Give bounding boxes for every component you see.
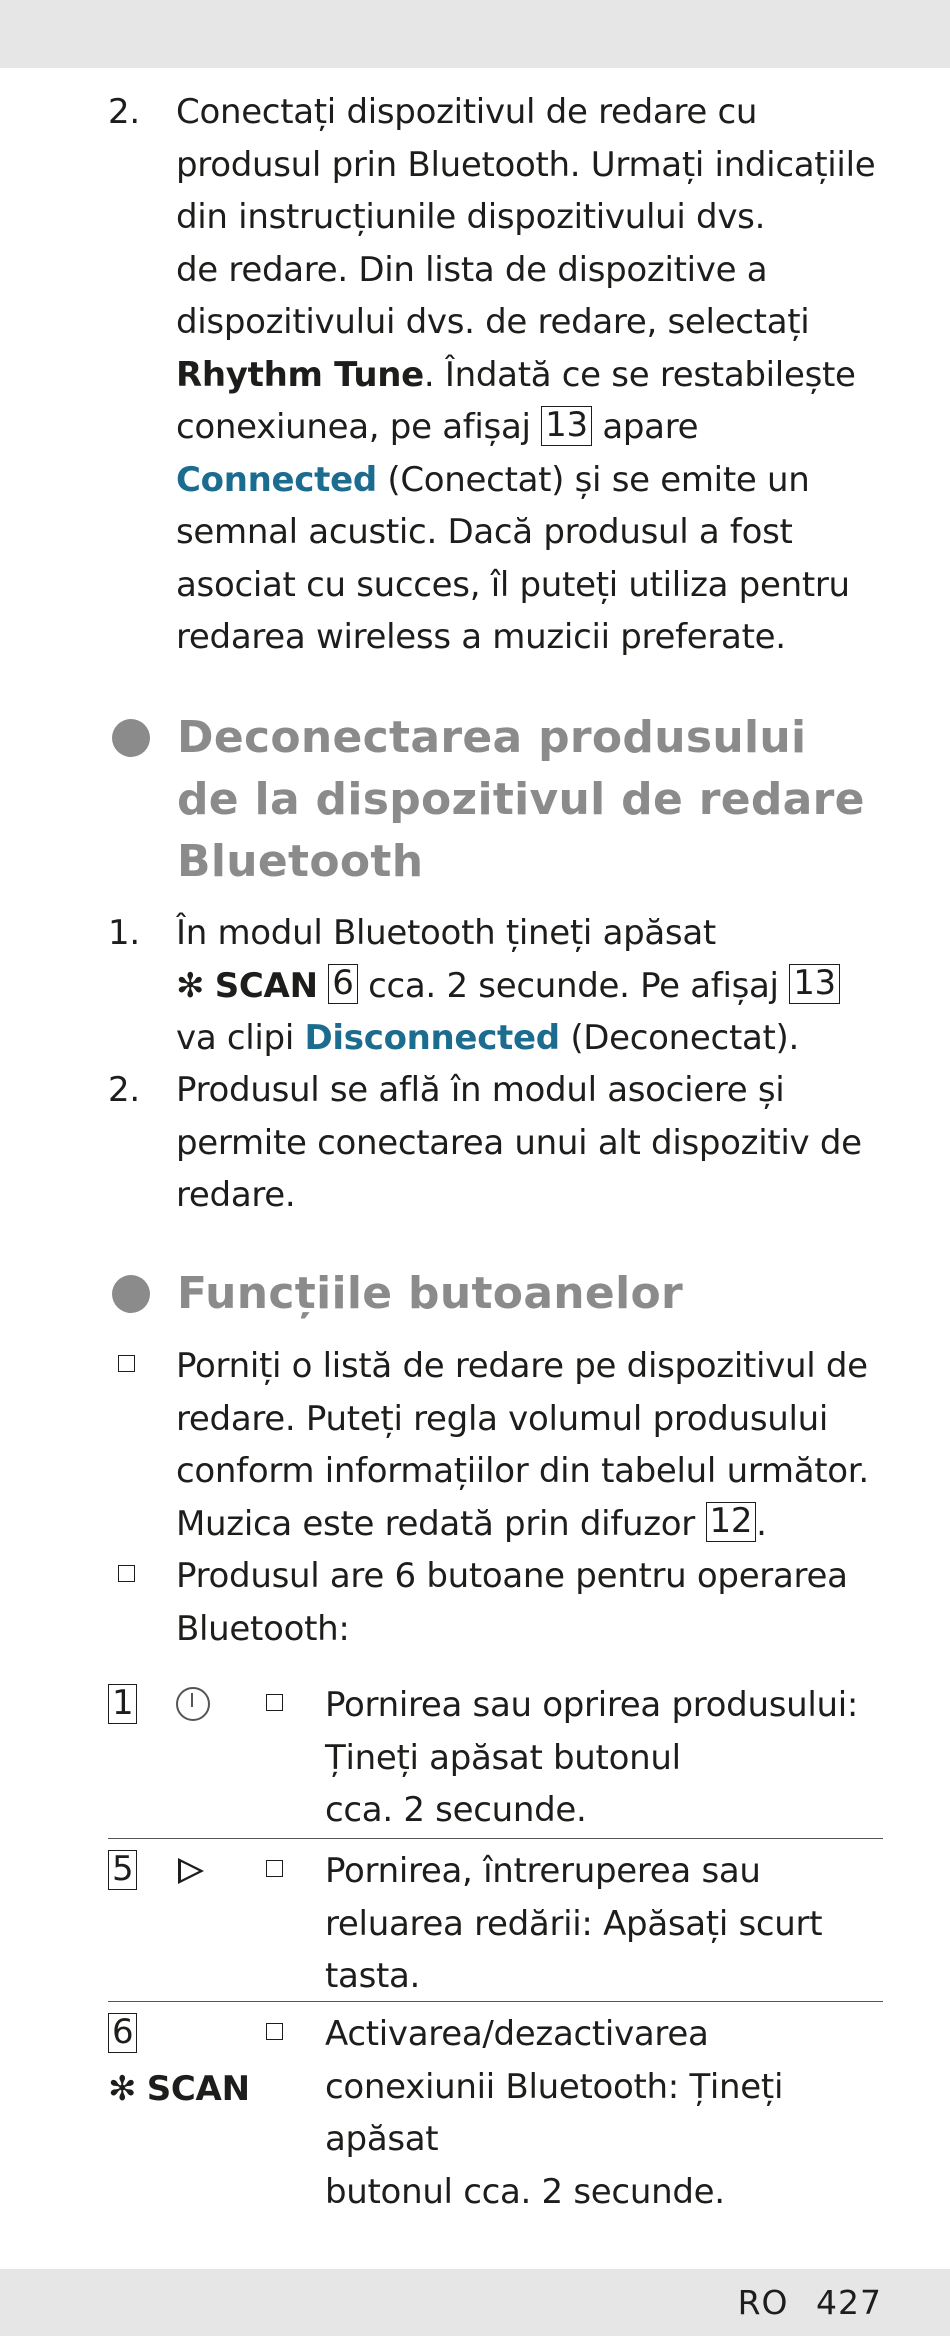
table-divider (108, 1838, 883, 1839)
step-text: Conectați dispozitivul de redare cu produsul prin Bluetooth. Urmați indicațiile din instrucțiunile dispozitivului dvs. de redare. Din lista de dispozitive a dispozitivului dvs. de redare, selectați Rhythm Tune. Îndată ce se restabilește conexiunea, pe afișaj 13 apare Connected (Conectat) și se emite un semnal acustic. Dacă produsul a fost asociat cu succes, îl puteți utiliza pentru redarea wireless a muzicii preferate. (176, 92, 876, 657)
bullet-playlist: Porniți o listă de redare pe dispozitivul de redare. Puteți regla volumul produsului conform informațiilor din tabelul următor. Muzica este redată prin difuzor 12 . (112, 1340, 902, 1550)
section-heading-disconnect: Deconectarea produsului de la dispozitivul de redare Bluetooth (112, 707, 912, 893)
step-number: 2. (108, 92, 140, 132)
checkbox-bullet-icon (118, 1355, 135, 1372)
top-bar (0, 0, 950, 68)
scan-label: SCAN (146, 2068, 250, 2109)
bullet-buttons: Produsul are 6 butoane pentru operarea Bluetooth: (112, 1550, 902, 1655)
table-row: 5 Pornirea, întreruperea sau reluarea redării: Apăsați scurt tasta. (108, 1845, 883, 2003)
display-ref-13: 13 (789, 964, 840, 1004)
step-2-pairing-mode: 2. Produsul se află în modul asociere și permite conectarea unui alt dispozitiv de redare. (108, 1064, 878, 1222)
device-name: Rhythm Tune (176, 354, 424, 395)
connected-status: Connected (176, 459, 377, 500)
checkbox-bullet-icon (266, 1694, 283, 1711)
power-icon (176, 1687, 210, 1721)
play-icon (178, 1858, 204, 1884)
speaker-ref-12: 12 (706, 1502, 757, 1542)
step-2-pairing (108, 86, 878, 664)
step-number: 1. (108, 913, 140, 953)
button-ref-5: 5 (108, 1850, 137, 1890)
bluetooth-icon: ✻ (176, 965, 205, 1006)
disconnected-status: Disconnected (304, 1018, 560, 1058)
bullet-dot-icon (112, 719, 150, 757)
button-ref-6: 6 (108, 2013, 137, 2053)
button-ref-1: 1 (108, 1684, 137, 1724)
step-number: 2. (108, 1070, 140, 1110)
language-code: RO (737, 2283, 789, 2322)
table-row: 6 ✻ SCAN Activarea/dezactivarea conexiunii Bluetooth: Țineți apăsat butonul cca. 2 secunde. (108, 2011, 784, 2212)
scan-label: SCAN (214, 965, 318, 1006)
section-heading-button-functions: Funcțiile butoanelor (112, 1263, 912, 1325)
scan-ref-6: 6 (328, 964, 357, 1004)
bullet-dot-icon (112, 1275, 150, 1313)
checkbox-bullet-icon (266, 2023, 283, 2040)
table-divider (108, 2001, 883, 2002)
checkbox-bullet-icon (118, 1565, 135, 1582)
table-row: 1 Pornirea sau oprirea produsului: Țineți apăsat butonul cca. 2 secunde. (108, 1679, 883, 1837)
page-footer (738, 2283, 882, 2322)
step-1-disconnect: 1. În modul Bluetooth țineți apăsat ✻ SCAN 6 cca. 2 secunde. Pe afișaj 13 va clipi Disconnected (Deconectat). (108, 907, 878, 1065)
bluetooth-icon: ✻ (108, 2068, 137, 2109)
checkbox-bullet-icon (266, 1860, 283, 1877)
page-number: 427 (816, 2283, 882, 2322)
display-ref-13: 13 (541, 406, 592, 446)
